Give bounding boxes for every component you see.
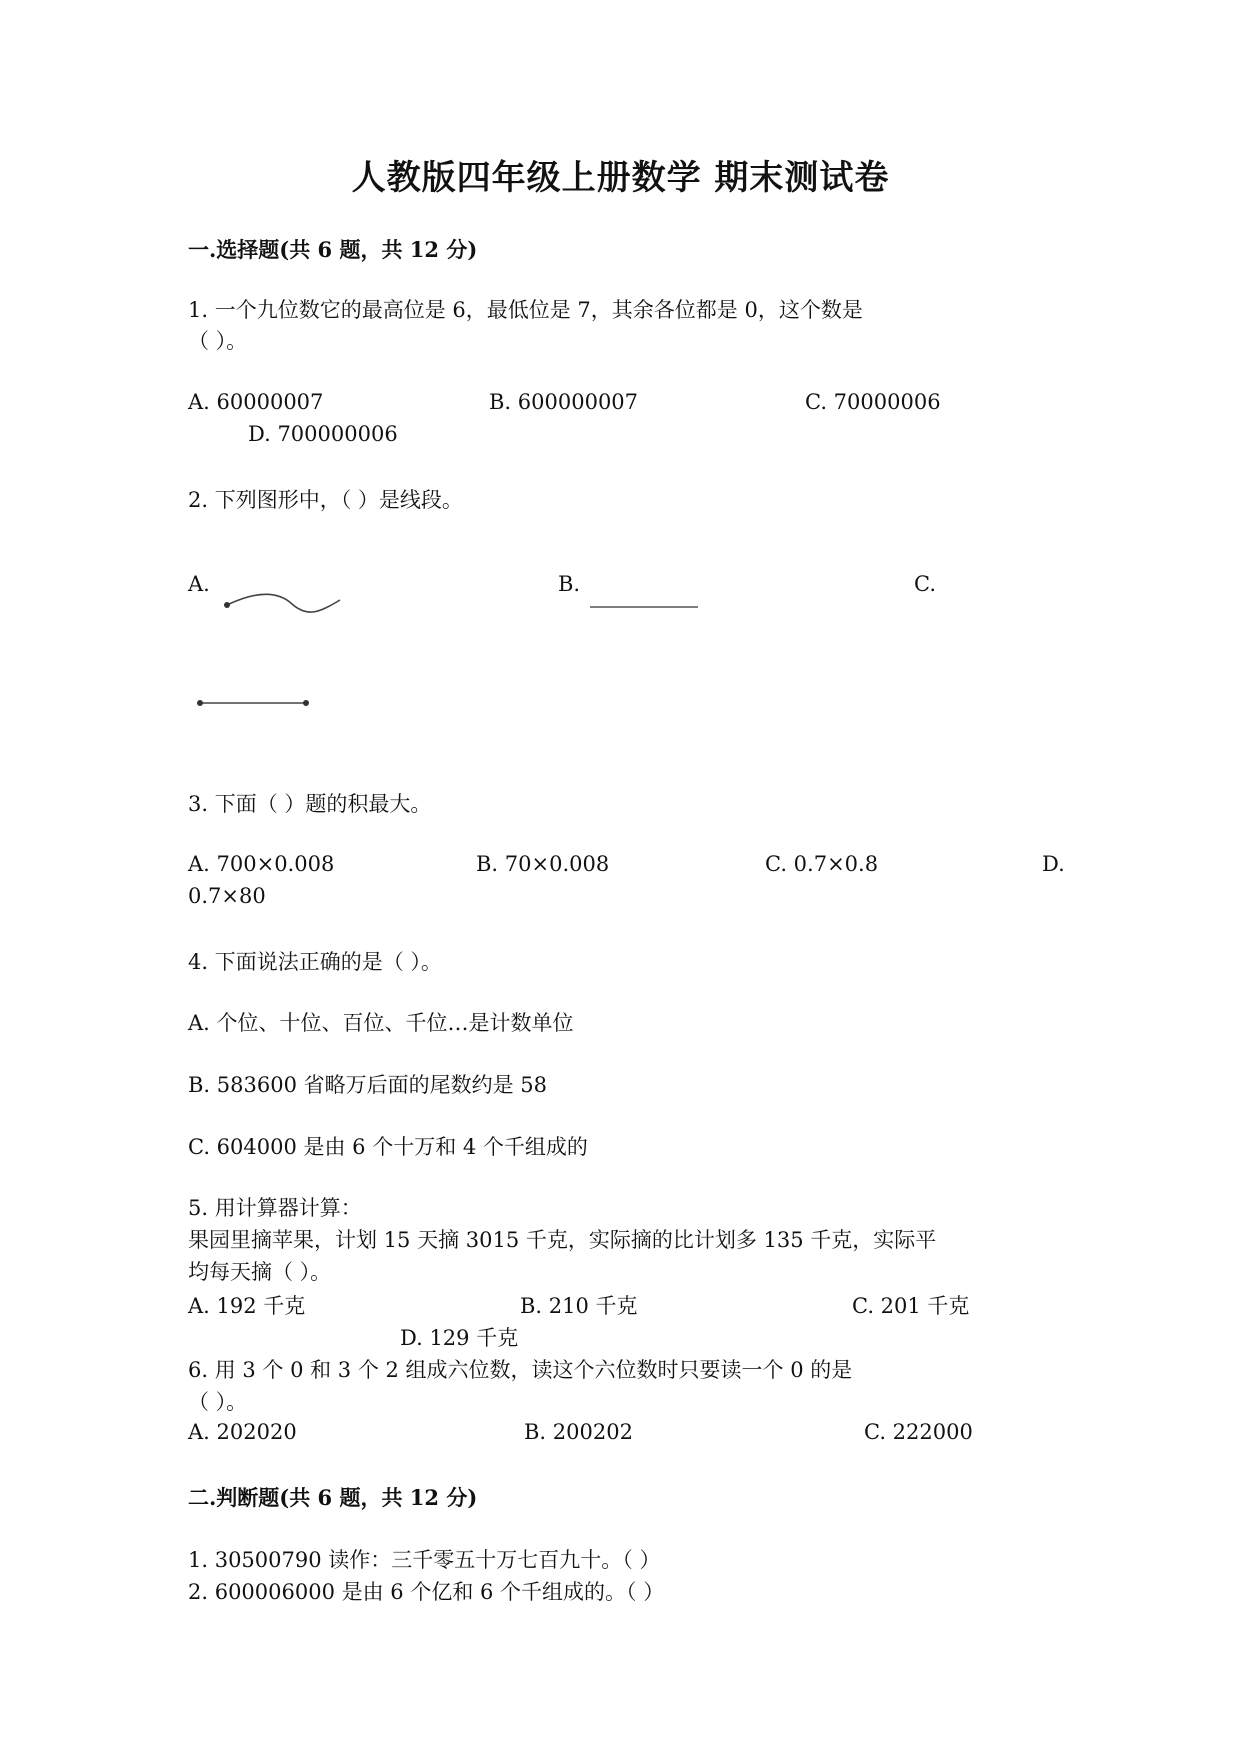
question-1-blank: （ ）。 <box>188 329 248 353</box>
question-2-option-a: A. <box>188 572 210 596</box>
section-heading-judgement: 二.判断题(共 6 题，共 12 分) <box>188 1485 478 1510</box>
question-2-stem: 2. 下列图形中，（ ）是线段。 <box>188 488 463 512</box>
question-5-stem: 5. 用计算器计算： <box>188 1196 362 1220</box>
question-4-option-a: A. 个位、十位、百位、千位…是计数单位 <box>188 1011 574 1035</box>
question-3-stem: 3. 下面（ ）题的积最大。 <box>188 792 432 816</box>
question-5-option-c: C. 201 千克 <box>852 1294 970 1318</box>
question-3-option-a: A. 700×0.008 <box>188 852 335 876</box>
question-1-stem: 1. 一个九位数它的最高位是 6，最低位是 7，其余各位都是 0，这个数是 <box>188 298 863 322</box>
page-title: 人教版四年级上册数学 期末测试卷 <box>351 158 890 198</box>
question-1-option-a: A. 60000007 <box>188 390 324 414</box>
question-3-option-b: B. 70×0.008 <box>476 852 610 876</box>
question-6-option-b: B. 200202 <box>524 1420 633 1444</box>
question-6-option-a: A. 202020 <box>188 1420 297 1444</box>
question-6-blank: （ ）。 <box>188 1390 248 1414</box>
judgement-item-2: 2. 600006000 是由 6 个亿和 6 个千组成的。（ ） <box>188 1580 665 1604</box>
question-5-option-b: B. 210 千克 <box>520 1294 638 1318</box>
question-1-option-c: C. 70000006 <box>805 390 941 414</box>
question-5-option-d: D. 129 千克 <box>400 1326 519 1350</box>
question-6-stem: 6. 用 3 个 0 和 3 个 2 组成六位数，读这个六位数时只要读一个 0 的是 <box>188 1358 853 1382</box>
question-4-option-c: C. 604000 是由 6 个十万和 4 个千组成的 <box>188 1135 588 1159</box>
judgement-item-1: 1. 30500790 读作：三千零五十万七百九十。（ ） <box>188 1548 661 1572</box>
section-heading-choice: 一.选择题(共 6 题，共 12 分) <box>188 237 478 262</box>
question-5-text: 果园里摘苹果，计划 15 天摘 3015 千克，实际摘的比计划多 135 千克，实际平 <box>188 1228 937 1252</box>
question-5-text-cont: 均每天摘（ ）。 <box>188 1260 332 1284</box>
question-1-option-b: B. 600000007 <box>489 390 639 414</box>
question-6-option-c: C. 222000 <box>864 1420 973 1444</box>
question-3-option-d-value: 0.7×80 <box>188 884 266 908</box>
question-2-option-b: B. <box>558 572 581 596</box>
question-3-option-d: D. <box>1042 852 1065 876</box>
question-3-option-c: C. 0.7×0.8 <box>765 852 879 876</box>
question-2-option-c: C. <box>914 572 936 596</box>
curve-figure <box>220 580 345 620</box>
ray-figure <box>588 603 700 611</box>
question-1-option-d: D. 700000006 <box>248 422 398 446</box>
segment-figure <box>194 696 314 710</box>
question-4-stem: 4. 下面说法正确的是（ ）。 <box>188 950 442 974</box>
question-4-option-b: B. 583600 省略万后面的尾数约是 58 <box>188 1073 548 1097</box>
question-5-option-a: A. 192 千克 <box>188 1294 306 1318</box>
